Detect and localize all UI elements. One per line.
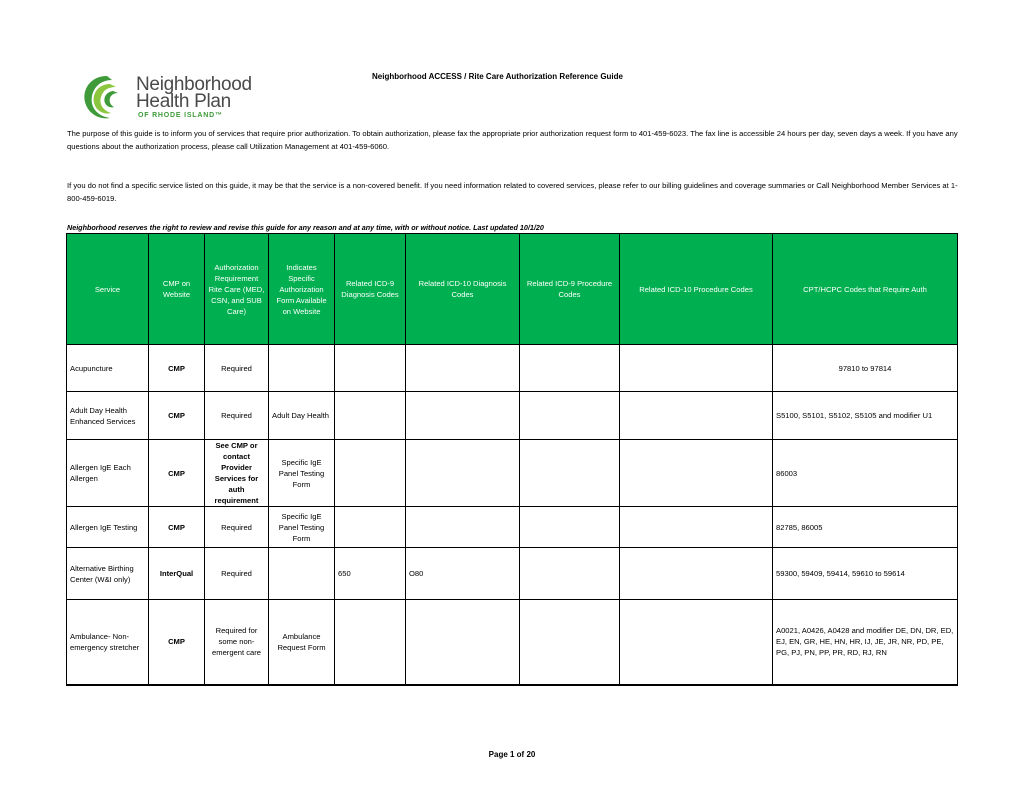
table-row xyxy=(67,600,958,685)
logo-line-3: OF RHODE ISLAND™ xyxy=(138,112,223,119)
icd10-dx-cell xyxy=(406,345,520,392)
icd10-proc-cell xyxy=(620,345,773,392)
icd10-proc-cell xyxy=(620,392,773,440)
cpt-cell: 59300, 59409, 59414, 59610 to 59614 xyxy=(773,548,958,600)
column-header: CMP on Website xyxy=(149,234,205,345)
icd10-proc-cell xyxy=(620,440,773,507)
service-cell: Adult Day Health Enhanced Services xyxy=(67,392,149,440)
revision-notice: Neighborhood reserves the right to review and revise this guide for any reason and at any time, with or without notice. Last updated 10/1/20 xyxy=(67,223,544,232)
cpt-cell: 97810 to 97814 xyxy=(773,345,958,392)
form-cell: Specific IgE Panel Testing Form xyxy=(269,440,335,507)
auth-cell: Required xyxy=(205,548,269,600)
column-header: Related ICD-10 Diagnosis Codes xyxy=(406,234,520,345)
auth-cell: Required xyxy=(205,345,269,392)
icd10-dx-cell xyxy=(406,392,520,440)
icd10-dx-cell xyxy=(406,507,520,548)
page-number: Page 1 of 20 xyxy=(488,750,536,759)
service-cell: Alternative Birthing Center (W&I only) xyxy=(67,548,149,600)
auth-cell: See CMP or contact Provider Services for auth requirement xyxy=(205,440,269,507)
logo-line-2: Health Plan xyxy=(136,91,231,112)
auth-cell: Required xyxy=(205,507,269,548)
table-row xyxy=(67,440,958,507)
cmp-cell: CMP xyxy=(149,600,205,685)
icd10-dx-cell xyxy=(406,440,520,507)
icd10-proc-cell xyxy=(620,548,773,600)
icd9-proc-cell xyxy=(520,548,620,600)
service-cell: Allergen IgE Each Allergen xyxy=(67,440,149,507)
icd9-dx-cell: 650 xyxy=(335,548,406,600)
column-header: Service xyxy=(67,234,149,345)
service-cell: Ambulance- Non-emergency stretcher xyxy=(67,600,149,685)
table-row xyxy=(67,507,958,548)
form-cell xyxy=(269,548,335,600)
auth-cell: Required xyxy=(205,392,269,440)
table-row xyxy=(67,345,958,392)
logo-line-1: Neighborhood xyxy=(136,74,252,95)
form-cell: Specific IgE Panel Testing Form xyxy=(269,507,335,548)
column-header: Related ICD-9 Procedure Codes xyxy=(520,234,620,345)
page-title: Neighborhood ACCESS / Rite Care Authorization Reference Guide xyxy=(372,72,623,81)
logo-name xyxy=(136,76,252,110)
intro-paragraph: The purpose of this guide is to inform you of services that require prior authorization. To obtain authorization, please fax the appropriate prior authorization request form to 401-459-6023. The fax line is accessible 24 hours per day, seven days a week. If you have any questions about the authorization process, please call Utilization Management at 401-459-6060. xyxy=(67,129,958,151)
icd10-dx-cell xyxy=(406,600,520,685)
cpt-cell: 86003 xyxy=(773,440,958,507)
form-cell xyxy=(269,345,335,392)
icd9-dx-cell xyxy=(335,440,406,507)
auth-cell: Required for some non-emergent care xyxy=(205,600,269,685)
icd9-proc-cell xyxy=(520,345,620,392)
logo xyxy=(80,72,280,122)
service-cell: Acupuncture xyxy=(67,345,149,392)
cmp-cell: CMP xyxy=(149,440,205,507)
icd9-proc-cell xyxy=(520,440,620,507)
cmp-cell: InterQual xyxy=(149,548,205,600)
icd9-dx-cell xyxy=(335,345,406,392)
icd9-proc-cell xyxy=(520,507,620,548)
icd10-dx-cell: O80 xyxy=(406,548,520,600)
icd10-proc-cell xyxy=(620,507,773,548)
cpt-cell: 82785, 86005 xyxy=(773,507,958,548)
cpt-cell: S5100, S5101, S5102, S5105 and modifier U1 xyxy=(773,392,958,440)
logo-swirl-icon xyxy=(80,72,134,122)
icd9-proc-cell xyxy=(520,600,620,685)
table-row xyxy=(67,392,958,440)
icd9-dx-cell xyxy=(335,600,406,685)
column-header: Authorization Requirement Rite Care (MED, CSN, and SUB Care) xyxy=(205,234,269,345)
service-cell: Allergen IgE Testing xyxy=(67,507,149,548)
cmp-cell: CMP xyxy=(149,507,205,548)
cpt-cell: A0021, A0426, A0428 and modifier DE, DN, DR, ED, EJ, EN, GR, HE, HN, HR, IJ, JE, JR, NR, PD, PE, PG, PJ, PN, PP, PR, RD, RJ, RN xyxy=(773,600,958,685)
table-row xyxy=(67,548,958,600)
form-cell: Ambulance Request Form xyxy=(269,600,335,685)
not-found-paragraph: If you do not find a specific service listed on this guide, it may be that the service is a non-covered benefit. If you need information related to covered services, please refer to our billing guidelines and coverage summaries or Call Neighborhood Member Services at 1-800-459-6019. xyxy=(67,181,958,203)
column-header: Related ICD-10 Procedure Codes xyxy=(620,234,773,345)
icd9-dx-cell xyxy=(335,507,406,548)
icd10-proc-cell xyxy=(620,600,773,685)
icd9-dx-cell xyxy=(335,392,406,440)
cmp-cell: CMP xyxy=(149,345,205,392)
icd9-proc-cell xyxy=(520,392,620,440)
column-header: Indicates Specific Authorization Form Available on Website xyxy=(269,234,335,345)
form-cell: Adult Day Health xyxy=(269,392,335,440)
cmp-cell: CMP xyxy=(149,392,205,440)
authorization-table xyxy=(66,233,958,686)
column-header: Related ICD-9 Diagnosis Codes xyxy=(335,234,406,345)
column-header: CPT/HCPC Codes that Require Auth xyxy=(773,234,958,345)
table-header-row xyxy=(67,234,958,345)
